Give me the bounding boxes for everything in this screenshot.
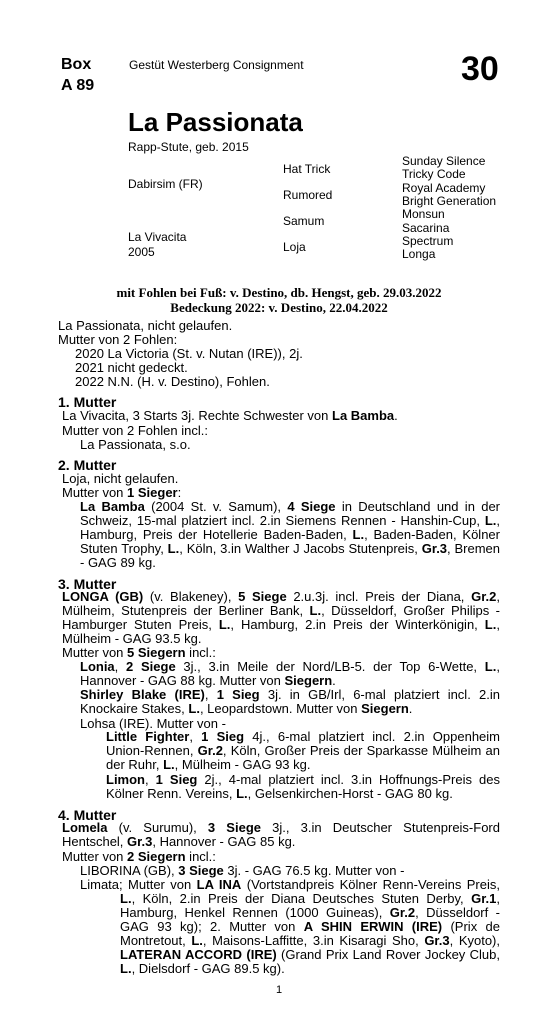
section-title-4: 4. Mutter xyxy=(58,807,117,823)
page-number: 1 xyxy=(275,984,283,996)
pedigree-g3: Sunday Silence xyxy=(402,154,486,168)
intro-line: Mutter von 2 Fohlen: xyxy=(58,332,178,347)
lohsa-line: Lohsa (IRE). Mutter von - xyxy=(80,716,226,731)
limon-entry: Limon, 1 Sieg 2j., 4-mal platziert incl. 3.in Hoffnungs-Preis des Kölner Renn. Vereins, L., Gelsenkirchen-Horst - GAG 80 kg. xyxy=(106,772,500,801)
lomela-entry: Lomela (v. Surumu), 3 Siege 3j., 3.in Deutscher Stutenpreis-Ford Hentschel, Gr.3, Hannover - GAG 85 kg. xyxy=(62,820,500,849)
pedigree-dam-year: 2005 xyxy=(128,245,155,259)
pedigree-g2: Hat Trick xyxy=(283,162,331,176)
section-title-1: 1. Mutter xyxy=(58,394,117,410)
intro-line: 2021 nicht gedeckt. xyxy=(75,360,188,375)
lonia-entry: Lonia, 2 Siege 3j., 3.in Meile der Nord/LB-5. der Top 6-Wette, L., Hannover - GAG 88 kg. Mutter von Siegern. xyxy=(80,659,500,688)
intro-line: 2022 N.N. (H. v. Destino), Fohlen. xyxy=(75,374,270,389)
cover-line: Bedeckung 2022: v. Destino, 22.04.2022 xyxy=(170,300,388,315)
liborina-entry: LIBORINA (GB), 3 Siege 3j. - GAG 76.5 kg. Mutter von - xyxy=(80,863,405,878)
pedigree-g3: Monsun xyxy=(402,207,445,221)
la-bamba-entry: La Bamba (2004 St. v. Samum), 4 Siege in Deutschland und in der Schweiz, 15-mal platziert incl. 2.in Siemens Rennen - Hanshin-Cup, L., Hamburg, Preis der Hotellerie Baden-Baden, L., Baden-Baden, Kölner Stuten Trophy, L., Köln, 3.in Walther J Jacobs Stutenpreis, Gr.3, Bremen - GAG 89 kg. xyxy=(80,499,501,570)
s1-line-1: La Vivacita, 3 Starts 3j. Rechte Schwester von La Bamba. xyxy=(62,408,398,423)
pedigree-g2: Samum xyxy=(283,214,325,228)
s4-mutter-von: Mutter von 2 Siegern incl.: xyxy=(62,849,216,864)
section-title-2: 2. Mutter xyxy=(58,457,117,473)
pedigree-g2: Rumored xyxy=(283,188,333,202)
pedigree-sire: Dabirsim (FR) xyxy=(128,177,203,191)
intro-line: La Passionata, nicht gelaufen. xyxy=(58,318,233,333)
pedigree-g3: Spectrum xyxy=(402,234,454,248)
foal-line: mit Fohlen bei Fuß: v. Destino, db. Hengst, geb. 29.03.2022 xyxy=(116,285,442,300)
box-label xyxy=(61,54,94,96)
pedigree-g3: Royal Academy xyxy=(402,181,486,195)
shirley-blake-entry: Shirley Blake (IRE), 1 Sieg 3j. in GB/Irl, 6-mal platziert incl. 2.in Knockaire Stakes, L., Leopardstown. Mutter von Siegern. xyxy=(80,687,500,716)
box-title: Box xyxy=(61,56,92,73)
s1-line-2: Mutter von 2 Fohlen incl.: xyxy=(62,423,208,438)
limata-entry: Limata; Mutter von LA INA (Vortstandpreis Kölner Renn-Vereins Preis, L., Köln, 2.in Preis der Diana Deutsches Stuten Derby, Gr.1, Hamburg, Henkel Rennen (1000 Guineas), Gr.2, Düsseldorf - GAG 93 kg); 2. Mutter von A SHIN ERWIN (IRE) (Prix de Montretout, L., Maisons-Laffitte, 3.in Kisaragi Sho, Gr.3, Kyoto), LATERAN ACCORD (IRE) (Grand Prix Land Rover Jockey Club, L., Dielsdorf - GAG 89.5 kg). xyxy=(80,877,500,976)
intro-line: 2020 La Victoria (St. v. Nutan (IRE)), 2j. xyxy=(75,346,303,361)
lot-number: 30 xyxy=(461,50,499,88)
pedigree-g3: Bright Generation xyxy=(402,194,497,208)
longa-entry: LONGA (GB) (v. Blakeney), 5 Siege 2.u.3j. incl. Preis der Diana, Gr.2, Mülheim, Stutenpreis der Berliner Bank, L., Düsseldorf, Großer Philips - Hamburger Stuten Preis, L., Hamburg, 2.in Preis der Winterkönigin, L., Mülheim - GAG 93.5 kg. xyxy=(62,589,501,646)
pedigree-g2: Loja xyxy=(283,240,306,254)
little-fighter-entry: Little Fighter, 1 Sieg 4j., 6-mal platziert incl. 2.in Oppenheim Union-Rennen, Gr.2, Köln, Großer Preis der Sparkasse Mülheim an der Ruhr, L., Mülheim - GAG 93 kg. xyxy=(106,729,501,772)
s1-line-3: La Passionata, s.o. xyxy=(80,437,191,452)
s3-mutter-von: Mutter von 5 Siegern incl.: xyxy=(62,645,216,660)
s2-line-2: Mutter von 1 Sieger: xyxy=(62,485,182,500)
consignor: Gestüt Westerberg Consignment xyxy=(129,58,304,72)
horse-name: La Passionata xyxy=(128,107,303,137)
section-title-3: 3. Mutter xyxy=(58,576,117,592)
pedigree-g3: Tricky Code xyxy=(402,167,466,181)
pedigree-g3: Sacarina xyxy=(402,221,450,235)
horse-description: Rapp-Stute, geb. 2015 xyxy=(128,140,249,154)
box-number: A 89 xyxy=(61,77,95,94)
pedigree-dam: La Vivacita xyxy=(128,230,187,244)
s2-line-1: Loja, nicht gelaufen. xyxy=(62,471,179,486)
pedigree-g3: Longa xyxy=(402,247,436,261)
